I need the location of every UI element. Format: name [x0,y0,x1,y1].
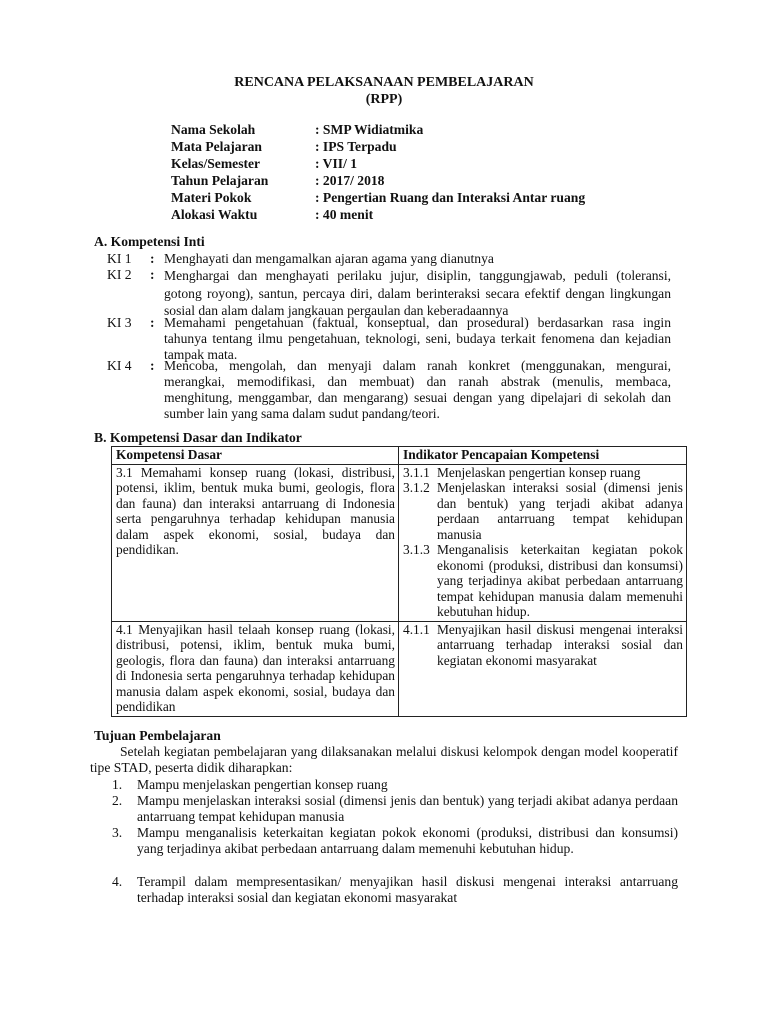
indicator-item [403,465,683,481]
identity-value: : VII/ 1 [315,156,358,171]
indicator-number: 3.1.3 [403,542,430,557]
indicator-number: 4.1.1 [403,621,430,637]
identity-label: Nama Sekolah [171,122,256,137]
table-row [112,621,687,716]
identity-label: Tahun Pelajaran [171,173,269,188]
list-text: Terampil dalam mempresentasikan/ menyajikan hasil diskusi mengenai interaksi antarruang terhadap interaksi sosial dan kegiatan ekonomi masyarakat [137,874,678,905]
ki-code: KI 1 [107,251,132,266]
list-text: Mampu menjelaskan pengertian konsep ruang [137,777,388,792]
ki-colon: : [150,315,155,330]
identity-value: : IPS Terpadu [315,139,397,154]
list-text: Mampu menjelaskan interaksi sosial (dimensi jenis dan bentuk) yang terjadi akibat adanya perdaan antarruang tempat kehidupan manusia [137,793,678,824]
section-a-heading: A. Kompetensi Inti [94,234,205,249]
ki-colon: : [150,251,155,266]
ki-code: KI 3 [107,315,132,330]
indicator-item [403,542,683,620]
ki-code: KI 2 [107,267,132,282]
table-header-row [112,447,687,465]
list-item [112,825,678,857]
tujuan-intro-text: Setelah kegiatan pembelajaran yang dilaksanakan melalui diskusi kelompok dengan model kooperatif tipe STAD, peserta didik diharapkan: [90,744,678,775]
list-item [112,793,678,825]
list-number: 4. [112,874,123,889]
ki-code: KI 4 [107,358,132,373]
tujuan-intro [90,744,678,776]
document-title: RENCANA PELAKSANAAN PEMBELAJARAN [234,75,534,90]
indicator-number: 3.1.2 [403,480,430,495]
identity-value: : Pengertian Ruang dan Interaksi Antar ruang [315,190,586,205]
indicator-cell [399,621,687,716]
indicator-text: Menganalisis keterkaitan kegiatan pokok ekonomi (produksi, distribusi dan konsumsi) yang terjadinya akibat perbedaan antarruang tempat kehidupan manusia dalam memenuhi kebutuhan hidup. [437,542,683,619]
list-item [112,777,678,793]
indicator-item [403,480,683,542]
table-row [112,464,687,621]
indicator-item [403,622,683,669]
ki-text: Memahami pengetahuan (faktual, konseptual, dan prosedural) berdasarkan rasa ingin tahunya tentang ilmu pengetahuan, teknologi, seni, budaya terkait fenomena dan kejadian tampak mata. [164,315,671,362]
identity-label: Kelas/Semester [171,156,261,171]
ki-text: Mencoba, mengolah, dan menyaji dalam ranah konkret (menggunakan, mengurai, merangkai, memodifikasi, dan membuat) dan ranah abstrak (menulis, membaca, menghitung, menggambar, dan mengarang) sesuai dengan yang dipelajari di sekolah dan sumber lain yang sama dalam sudut pandang/teori. [164,358,671,421]
ki-text: Menghargai dan menghayati perilaku jujur, disiplin, tanggungjawab, peduli (toleransi, gotong royong), santun, percaya diri, dalam berinteraksi secara efektif dengan lingkungan sosial dan alam dalam jangkauan pergaulan dan keberadaannya [164,268,671,318]
identity-value: : 40 menit [315,207,374,222]
indicator-cell [399,464,687,621]
identity-label: Materi Pokok [171,190,252,205]
kd-cell: 3.1 Memahami konsep ruang (lokasi, distribusi, potensi, iklim, bentuk muka bumi, geologis, flora dan fauna) dan interaksi antarruang di Indonesia serta pengaruhnya terhadap kehidupan manusia dalam aspek ekonomi, sosial, budaya dan pendidikan. [112,464,399,621]
list-number: 3. [112,825,123,840]
identity-value: : SMP Widiatmika [315,122,424,137]
competency-table [111,446,687,717]
list-number: 1. [112,777,123,792]
indicator-text: Menjelaskan interaksi sosial (dimensi jenis dan bentuk) yang terjadi akibat adanya perdaan antarruang tempat kehidupan manusia [437,480,683,542]
list-item [112,874,678,906]
column-header-indicator: Indikator Pencapaian Kompetensi [399,447,687,465]
document-subtitle: (RPP) [365,92,403,107]
column-header-kd: Kompetensi Dasar [112,447,399,465]
tujuan-heading: Tujuan Pembelajaran [94,728,221,743]
indicator-text: Menyajikan hasil diskusi mengenai interaksi antarruang terhadap interaksi sosial dan kegiatan ekonomi masyarakat [437,621,683,668]
ki-colon: : [150,267,155,282]
identity-label: Mata Pelajaran [171,139,262,154]
section-b-heading: B. Kompetensi Dasar dan Indikator [94,430,302,445]
indicator-text: Menjelaskan pengertian konsep ruang [437,464,641,480]
list-text: Mampu menganalisis keterkaitan kegiatan pokok ekonomi (produksi, distribusi dan konsumsi) yang terjadinya akibat perbedaan antarruang dalam memenuhi kebutuhan hidup. [137,825,678,856]
list-number: 2. [112,793,123,808]
identity-value: : 2017/ 2018 [315,173,385,188]
ki-text: Menghayati dan mengamalkan ajaran agama yang dianutnya [164,251,494,266]
indicator-number: 3.1.1 [403,464,430,480]
identity-label: Alokasi Waktu [171,207,258,222]
kd-cell: 4.1 Menyajikan hasil telaah konsep ruang (lokasi, distribusi, potensi, iklim, bentuk muka bumi, geologis, flora dan fauna) dan interaksi antarruang di Indonesia serta pengaruhnya terhadap kehidupan manusia dalam aspek ekonomi, sosial, budaya dan pendidikan [112,621,399,716]
ki-colon: : [150,358,155,373]
